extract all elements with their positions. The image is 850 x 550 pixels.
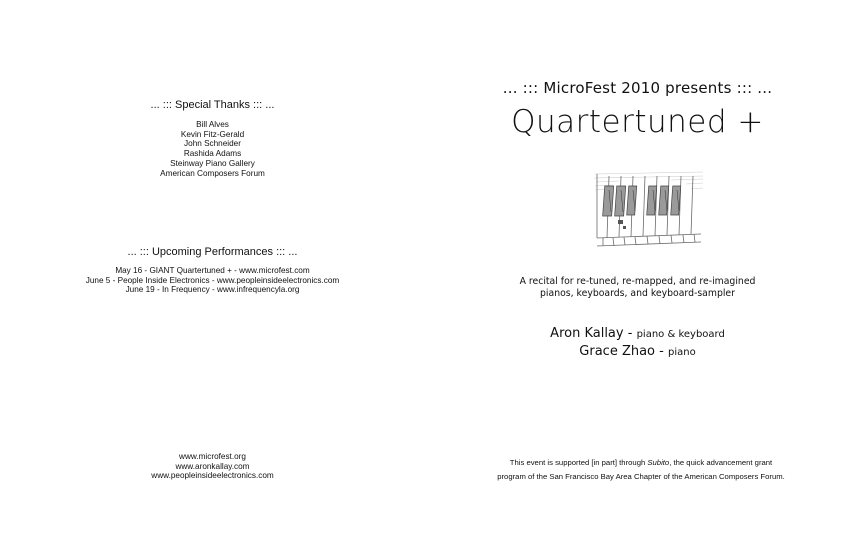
support-text: , the quick advancement grant bbox=[669, 458, 773, 467]
thanks-item: Bill Alves bbox=[196, 120, 229, 129]
website-links bbox=[0, 452, 425, 481]
support-text: This event is supported [in part] through bbox=[509, 458, 648, 467]
support-note bbox=[425, 456, 850, 484]
upcoming-item: June 5 - People Inside Electronics - www.peopleinsideelectronics.com bbox=[85, 275, 340, 285]
recital-description bbox=[425, 276, 850, 300]
thanks-item: Kevin Fitz-Gerald bbox=[180, 129, 245, 139]
performer-name: Grace Zhao bbox=[579, 344, 656, 359]
upcoming-item: June 19 - In Frequency - www.infrequencyla.org bbox=[125, 285, 300, 295]
right-page bbox=[425, 0, 850, 550]
upcoming-performances-heading: ... ::: Upcoming Performances ::: ... bbox=[127, 246, 298, 258]
special-thanks-heading: ... ::: Special Thanks ::: ... bbox=[150, 99, 275, 111]
performer-credit: Aron Kallay - piano & keyboard bbox=[550, 326, 725, 341]
thanks-item: Rashida Adams bbox=[183, 149, 242, 159]
description-line: pianos, keyboards, and keyboard-sampler bbox=[540, 288, 735, 299]
special-thanks-list bbox=[0, 120, 425, 178]
piano-keys-sketch bbox=[591, 168, 707, 250]
presents-line: ... ::: MicroFest 2010 presents ::: ... bbox=[502, 79, 773, 97]
performer-role: piano & keyboard bbox=[636, 329, 725, 340]
thanks-item: American Composers Forum bbox=[160, 168, 265, 178]
description-line: A recital for re-tuned, re-mapped, and re-imagined bbox=[519, 276, 756, 287]
program-title: Quartertuned + bbox=[511, 104, 764, 140]
support-line: program of the San Francisco Bay Area Chapter of the American Composers Forum. bbox=[497, 472, 785, 481]
upcoming-performances-list bbox=[0, 266, 425, 295]
website-link[interactable]: www.microfest.org bbox=[179, 452, 246, 461]
support-line bbox=[425, 456, 850, 470]
performer-credit: Grace Zhao - piano bbox=[579, 344, 696, 359]
website-link[interactable]: www.peopleinsideelectronics.com bbox=[151, 471, 274, 481]
performer-role: piano bbox=[667, 347, 696, 358]
upcoming-item: May 16 - GIANT Quartertuned + - www.microfest.com bbox=[115, 266, 310, 275]
website-link[interactable]: www.aronkallay.com bbox=[175, 461, 250, 471]
thanks-item: John Schneider bbox=[184, 139, 241, 149]
grant-name: Subito bbox=[647, 458, 670, 467]
thanks-item: Steinway Piano Gallery bbox=[170, 158, 255, 168]
performer-name: Aron Kallay bbox=[550, 326, 624, 341]
